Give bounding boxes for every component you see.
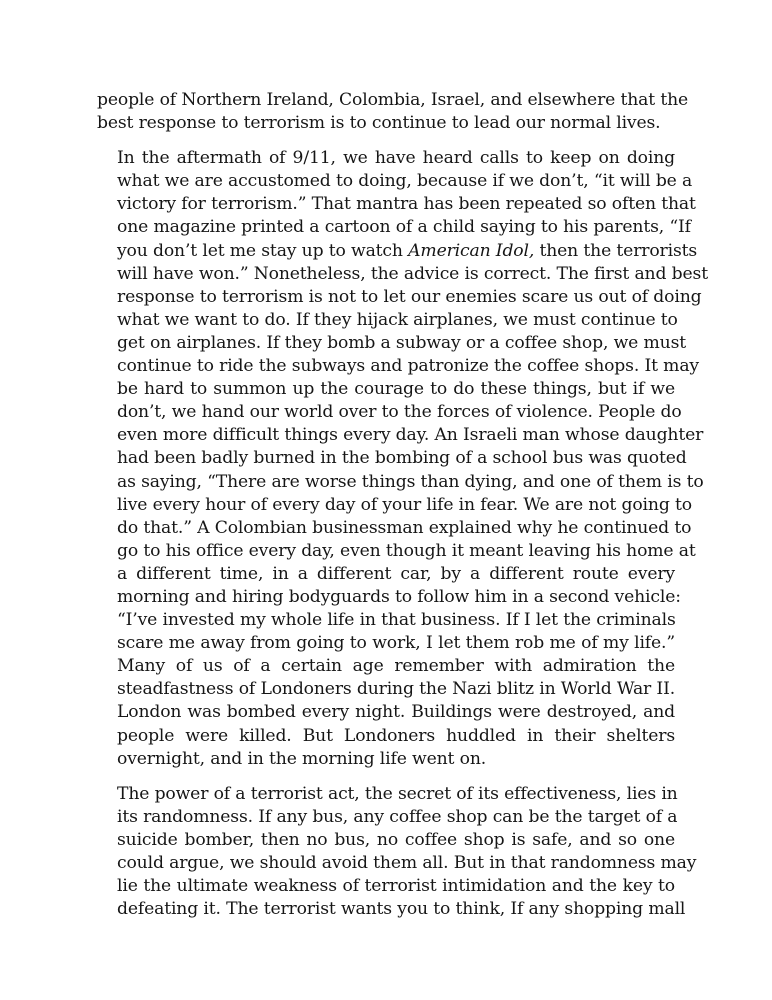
text-line: London was bombed every night. Buildings were destroyed, and	[117, 702, 675, 723]
paragraph	[97, 147, 708, 771]
text-line: morning and hiring bodyguards to follow him in a second vehicle:	[117, 586, 681, 607]
text-segment: you don’t let me stay up to watch	[117, 240, 409, 261]
page-body	[97, 89, 708, 921]
text-line: steadfastness of Londoners during the Nazi blitz in World War II.	[117, 679, 676, 700]
text-line: people were killed. But Londoners huddled in their shelters	[117, 725, 675, 746]
text-line: one magazine printed a cartoon of a child saying to his parents, “If	[117, 217, 691, 238]
italic-title: American Idol,	[408, 240, 535, 261]
text-line: get on airplanes. If they bomb a subway or a coffee shop, we must	[117, 332, 687, 353]
paragraph	[97, 89, 689, 135]
text-line: don’t, we hand our world over to the forces of violence. People do	[117, 402, 682, 423]
text-line: Many of us of a certain age remember with admiration the	[117, 656, 675, 677]
text-line: be hard to summon up the courage to do these things, but if we	[117, 379, 675, 400]
text-line: scare me away from going to work, I let them rob me of my life.”	[117, 633, 675, 654]
text-line	[97, 240, 698, 263]
paragraph	[97, 783, 697, 922]
text-line: as saying, “There are worse things than dying, and one of them is to	[117, 471, 704, 492]
text-line: best response to terrorism is to continue to lead our normal lives.	[97, 113, 661, 134]
text-line: “I’ve invested my whole life in that business. If I let the criminals	[117, 610, 676, 631]
text-line: lie the ultimate weakness of terrorist intimidation and the key to	[117, 876, 675, 897]
text-line: The power of a terrorist act, the secret of its effectiveness, lies in	[117, 783, 678, 804]
text-line: its randomness. If any bus, any coffee shop can be the target of a	[117, 806, 678, 827]
text-line: go to his office every day, even though it meant leaving his home at	[117, 540, 696, 561]
text-line: victory for terrorism.” That mantra has been repeated so often that	[117, 194, 696, 215]
text-line: do that.” A Colombian businessman explained why he continued to	[117, 517, 692, 538]
text-line: suicide bomber, then no bus, no coffee shop is safe, and so one	[117, 829, 675, 850]
text-line: overnight, and in the morning life went on.	[117, 748, 487, 769]
text-line: could argue, we should avoid them all. But in that randomness may	[117, 853, 697, 873]
text-line: a different time, in a different car, by a different route every	[117, 563, 675, 584]
text-line: continue to ride the subways and patronize the coffee shops. It may	[117, 356, 699, 377]
text-line: what we want to do. If they hijack airplanes, we must continue to	[117, 309, 678, 330]
text-line: will have won.” Nonetheless, the advice is correct. The first and best	[117, 263, 708, 284]
text-line: even more difficult things every day. An Israeli man whose daughter	[117, 425, 704, 446]
text-line: had been badly burned in the bombing of a school bus was quoted	[117, 448, 687, 469]
text-segment: then the terrorists	[534, 240, 698, 261]
text-line: what we are accustomed to doing, because if we don’t, “it will be a	[117, 171, 693, 192]
text-line: In the aftermath of 9/11, we have heard calls to keep on doing	[117, 148, 675, 169]
text-line: response to terrorism is not to let our enemies scare us out of doing	[117, 286, 702, 307]
text-line: live every hour of every day of your life in fear. We are not going to	[117, 494, 692, 515]
text-line: defeating it. The terrorist wants you to think, If any shopping mall	[117, 899, 686, 920]
text-line: people of Northern Ireland, Colombia, Israel, and elsewhere that the	[97, 90, 689, 110]
